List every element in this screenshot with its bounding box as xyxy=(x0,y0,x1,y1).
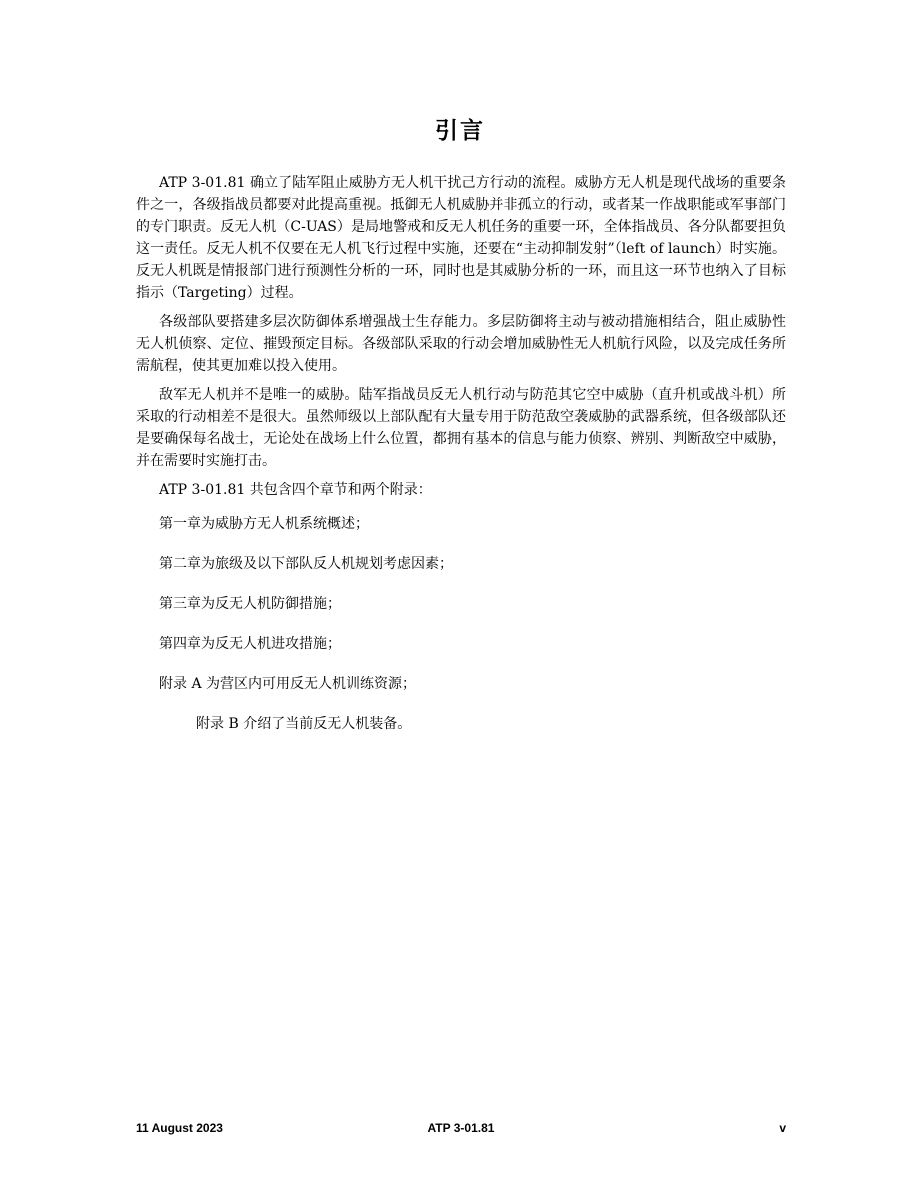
paragraph-1: ATP 3-01.81 确立了陆军阻止威胁方无人机干扰己方行动的流程。威胁方无人机是现代战场的重要条件之一，各级指战员都要对此提高重视。抵御无人机威胁并非孤立的行动，或者某一作战职能或军事部门的专门职责。反无人机（C-UAS）是局地警戒和反无人机任务的重要一环，全体指战员、各分队都要担负这一责任。反无人机不仅要在无人机飞行过程中实施，还要在“主动抑制发射”（left of launch）时实施。反无人机既是情报部门进行预测性分析的一环，同时也是其威胁分析的一环，而且这一环节也纳入了目标指示（Targeting）过程。 xyxy=(136,175,786,301)
page-title: 引言 xyxy=(435,118,485,144)
outline-item-chapter-2: 第二章为旅级及以下部队反人机规划考虑因素； xyxy=(159,556,453,572)
outline-item-chapter-1: 第一章为威胁方无人机系统概述； xyxy=(159,516,369,532)
footer-publication: ATP 3-01.81 xyxy=(427,1121,495,1135)
page-footer xyxy=(136,1121,786,1139)
outline-lead: ATP 3-01.81 共包含四个章节和两个附录： xyxy=(159,482,432,498)
outline-item-appendix-b: 附录 B 介绍了当前反无人机装备。 xyxy=(196,716,412,732)
chapter-outline xyxy=(136,479,786,735)
outline-item-appendix-a: 附录 A 为营区内可用反无人机训练资源； xyxy=(159,676,417,692)
document-body xyxy=(136,172,786,753)
paragraph-2: 各级部队要搭建多层次防御体系增强战士生存能力。多层防御将主动与被动措施相结合，阻止威胁性无人机侦察、定位、摧毁预定目标。各级部队采取的行动会增加威胁性无人机航行风险，以及完成任务所需航程，使其更加难以投入使用。 xyxy=(136,314,786,374)
outline-item-chapter-4: 第四章为反无人机进攻措施； xyxy=(159,636,341,652)
footer-page-number: v xyxy=(779,1121,786,1135)
paragraph-3: 敌军无人机并不是唯一的威胁。陆军指战员反无人机行动与防范其它空中威胁（直升机或战斗机）所采取的行动相差不是很大。虽然师级以上部队配有大量专用于防范敌空袭威胁的武器系统，但各级部队还是要确保每名战士，无论处在战场上什么位置，都拥有基本的信息与能力侦察、辨别、判断敌空中威胁，并在需要时实施打击。 xyxy=(136,387,786,469)
footer-date: 11 August 2023 xyxy=(136,1121,223,1135)
outline-item-chapter-3: 第三章为反无人机防御措施； xyxy=(159,596,341,612)
